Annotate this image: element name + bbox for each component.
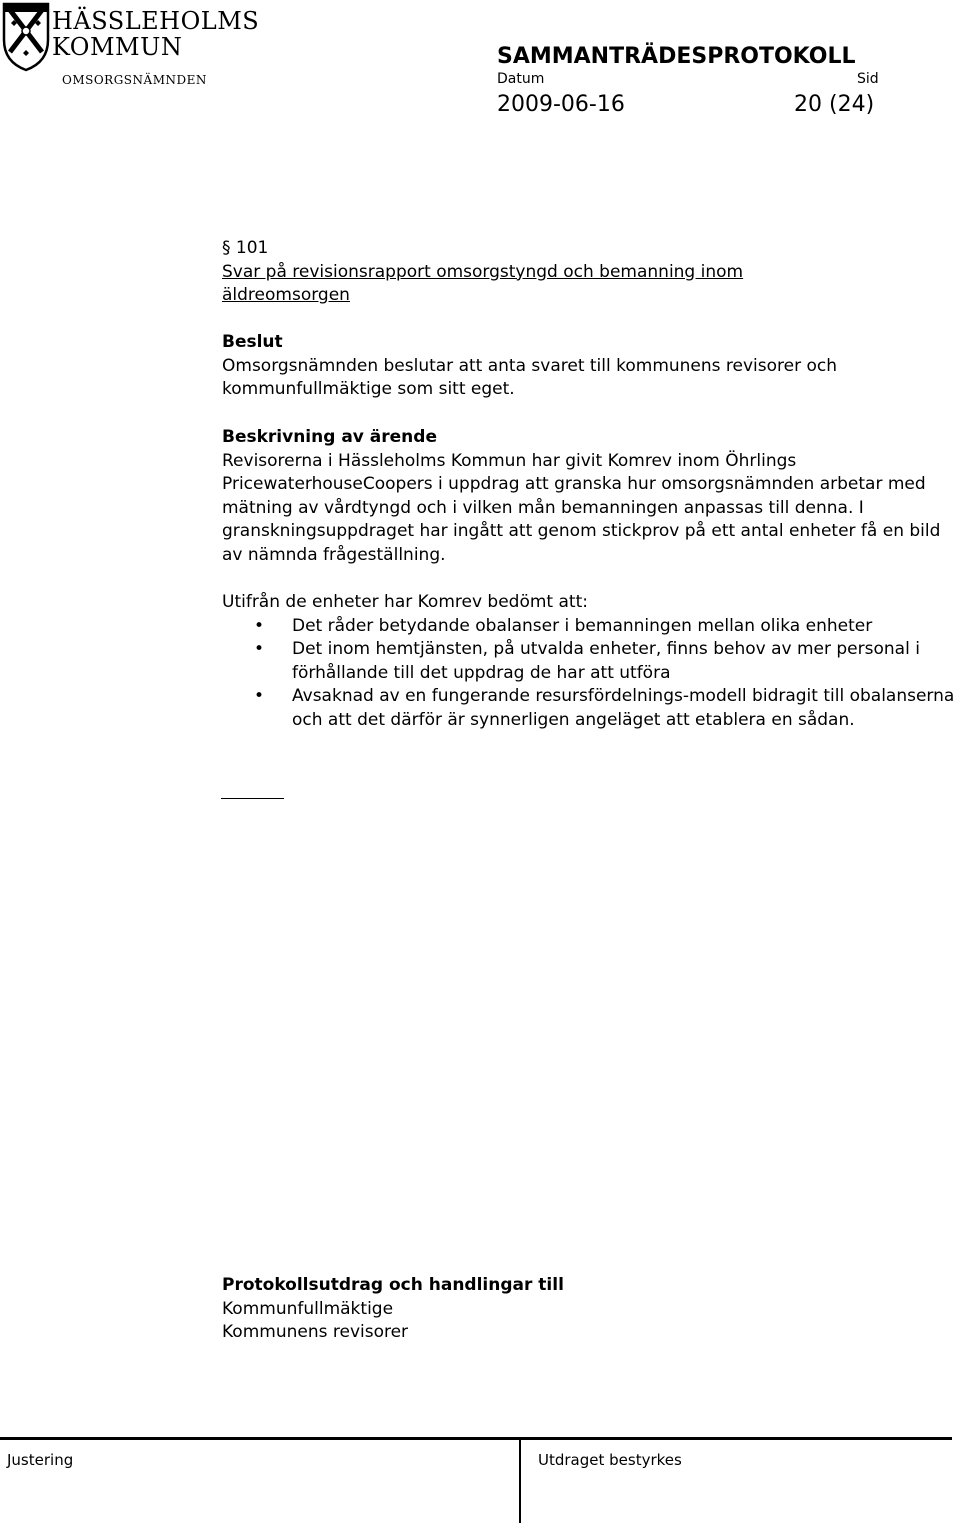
page-number: 20 (24): [794, 92, 875, 117]
footer-rule: [0, 1437, 952, 1440]
recipient: Kommunfullmäktige: [222, 1298, 394, 1319]
beslut-heading: Beslut: [222, 332, 283, 352]
coat-of-arms-logo: [0, 0, 52, 72]
footer-divider: [519, 1437, 521, 1523]
recipient: Kommunens revisorer: [222, 1322, 409, 1342]
paragraph-number: § 101: [222, 238, 269, 258]
beslut-text: Omsorgsnämnden beslutar att anta svaret till kommunens revisorer och kommunfullmäktige som sitt eget.: [222, 355, 838, 399]
document-type: SAMMANTRÄDESPROTOKOLL: [497, 44, 856, 69]
department-name: OMSORGSNÄMNDEN: [62, 73, 207, 87]
justering-label: Justering: [7, 1451, 74, 1469]
list-item: • Avsaknad av en fungerande resursfördelnings-modell bidragit till obalanserna och att det därför är synnerligen angeläget att etablera en sådan.: [222, 685, 960, 732]
section-title-line2: äldreomsorgen: [222, 285, 350, 305]
utdraget-label: Utdraget bestyrkes: [538, 1451, 682, 1469]
section-title-line1: Svar på revisionsrapport omsorgstyngd och bemanning inom: [222, 261, 744, 282]
description-heading: Beskrivning av ärende: [222, 427, 437, 447]
findings-section: [222, 591, 960, 732]
section-divider: [221, 798, 284, 799]
description-text: Revisorerna i Hässleholms Kommun har givit Komrev inom Öhrlings PricewaterhouseCoopers i uppdrag att granska hur omsorgsnämnden arbetar med mätning av vårdtyngd och i vilken mån bemanningen anpassas till denna. I granskningsuppdraget har ingått att genom stickprov på ett antal enheter få en bild av nämnda frågeställning.: [222, 450, 941, 565]
section-header: [222, 237, 960, 308]
beslut-section: [222, 331, 942, 402]
document-date: 2009-06-16: [497, 92, 625, 117]
sid-label: Sid: [857, 71, 879, 87]
list-item: • Det råder betydande obalanser i bemanningen mellan olika enheter: [222, 615, 960, 639]
datum-label: Datum: [497, 71, 545, 87]
description-section: [222, 426, 960, 567]
list-item: • Det inom hemtjänsten, på utvalda enheter, finns behov av mer personal i förhållande till det uppdrag de har att utföra: [222, 638, 960, 685]
findings-list: [222, 615, 960, 733]
findings-intro: Utifrån de enheter har Komrev bedömt att:: [222, 592, 588, 612]
distribution-section: [222, 1274, 960, 1345]
org-name-line2: KOMMUN: [52, 33, 183, 61]
distribution-heading: Protokollsutdrag och handlingar till: [222, 1275, 564, 1295]
org-name-line1: HÄSSLEHOLMS: [52, 7, 260, 35]
org-name: [52, 8, 259, 60]
